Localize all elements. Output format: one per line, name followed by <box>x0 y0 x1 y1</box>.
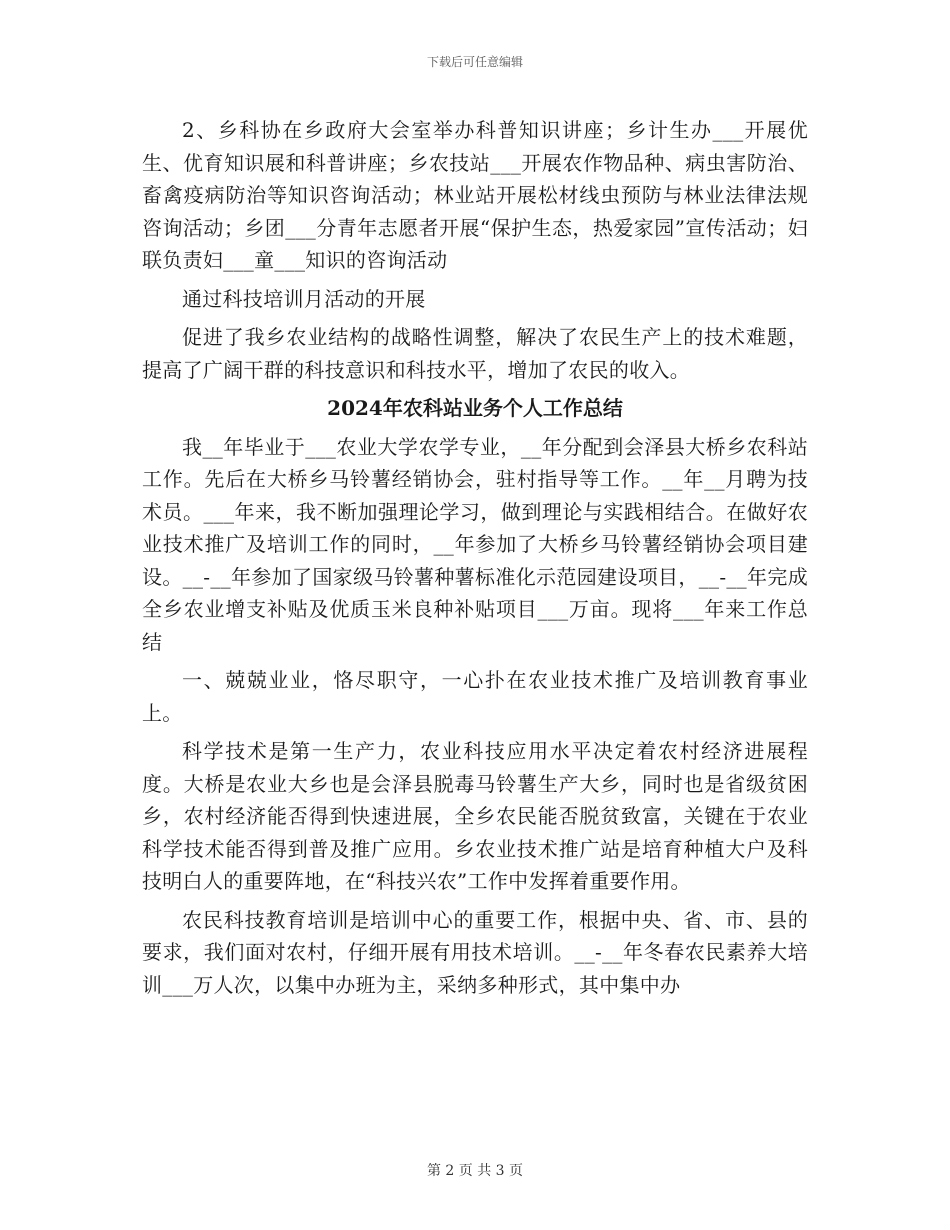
page-footer: 第 2 页 共 3 页 <box>426 1163 524 1179</box>
paragraph-section-one: 一、兢兢业业，恪尽职守，一心扑在农业技术推广及培训教育事业上。 <box>142 668 808 725</box>
paragraph-background: 我__年毕业于___农业大学农学专业，__年分配到会泽县大桥乡农科站工作。先后在大桥乡马铃薯经销协会，驻村指导等工作。__年__月聘为技术员。___年来，我不断加强理论学习，做到理论与实践相结合。在做好农业技术推广及培训工作的同时，__年参加了大桥乡马铃薯经销协会项目建设。__-__年参加了国家级马铃薯种薯标准化示范园建设项目，__-__年完成全乡农业增支补贴及优质玉米良种补贴项目___万亩。现将___年来工作总结 <box>142 434 808 654</box>
document-body <box>142 114 808 1007</box>
paragraph-science-tech: 科学技术是第一生产力，农业科技应用水平决定着农村经济进展程度。大桥是农业大乡也是会泽县脱毒马铃薯生产大乡，同时也是省级贫困乡，农村经济能否得到快速进展，全乡农民能否脱贫致富，关键在于农业科学技术能否得到普及推广应用。乡农业技术推广站是培育种植大户及科技明白人的重要阵地，在“科技兴农”工作中发挥着重要作用。 <box>142 739 808 893</box>
paragraph-farmer-training: 农民科技教育培训是培训中心的重要工作，根据中央、省、市、县的要求，我们面对农村，仔细开展有用技术培训。__-__年冬春农民素养大培训___万人次，以集中办班为主，采纳多种形式，其中集中办 <box>142 907 808 997</box>
paragraph-activities: 2、乡科协在乡政府大会室举办科普知识讲座；乡计生办___开展优生、优育知识展和科普讲座；乡农技站___开展农作物品种、病虫害防治、畜禽疫病防治等知识咨询活动；林业站开展松材线虫预防与林业法律法规咨询活动；乡团___分青年志愿者开展“保护生态，热爱家园”宣传活动；妇联负责妇___童___知识的咨询活动 <box>142 118 808 272</box>
section-title: 2024年农科站业务个人工作总结 <box>327 396 623 420</box>
page-header: 下载后可任意编辑 <box>426 55 523 69</box>
paragraph-results: 促进了我乡农业结构的战略性调整，解决了农民生产上的技术难题，提高了广阔干群的科技意识和科技水平，增加了农民的收入。 <box>142 325 808 382</box>
paragraph-training-month: 通过科技培训月活动的开展 <box>182 286 426 311</box>
